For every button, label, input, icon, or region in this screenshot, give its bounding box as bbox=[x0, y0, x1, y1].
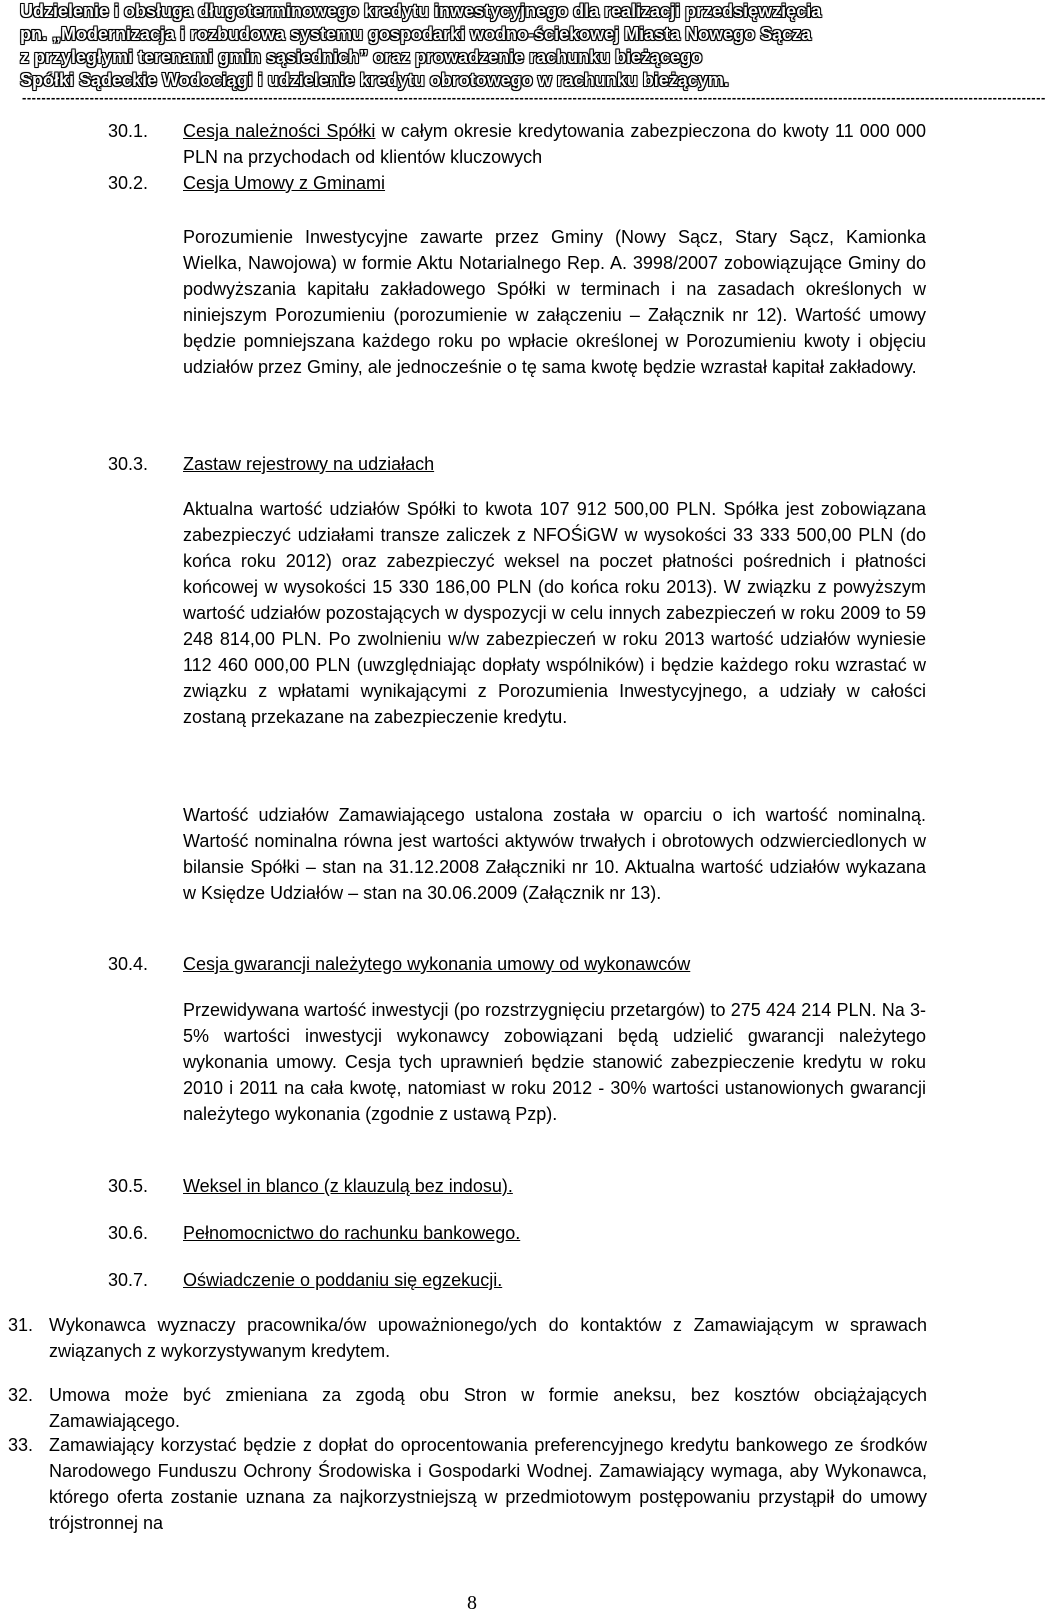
section-30-4 bbox=[183, 951, 926, 977]
section-number-33: 33. bbox=[8, 1435, 34, 1455]
section-title-30-7: Oświadczenie o poddaniu się egzekucji. bbox=[183, 1270, 503, 1290]
header-line-2: pn. „Modernizacja i rozbudowa systemu gospodarki wodno-ściekowej Miasta Nowego Sącza bbox=[20, 24, 812, 44]
section-number-30-3: 30.3. bbox=[108, 454, 149, 474]
section-text-30-1: w całym okresie kredytowania zabezpieczona do kwoty 11 000 000 PLN na przychodach od klientów kluczowych bbox=[183, 121, 926, 167]
section-30-2 bbox=[183, 170, 926, 196]
section-number-30-4: 30.4. bbox=[108, 954, 149, 974]
header-line-4: Spółki Sądeckie Wodociągi i udzielenie kredytu obrotowego w rachunku bieżącym. bbox=[20, 70, 729, 90]
section-30-1 bbox=[183, 118, 926, 170]
section-number-30-2: 30.2. bbox=[108, 173, 149, 193]
section-number-30-5: 30.5. bbox=[108, 1176, 149, 1196]
page-number: 8 bbox=[467, 1592, 477, 1614]
section-title-30-1: Cesja należności Spółki bbox=[183, 121, 376, 141]
section-30-2-paragraph: Porozumienie Inwestycyjne zawarte przez Gminy (Nowy Sącz, Stary Sącz, Kamionka Wielka, Nawojowa) w formie Aktu Notarialnego Rep. A. 3998/2007 zobowiązujące Gminy do podwyższania kapitału zakładowego Spółki w terminach i na zasadach określonych w niniejszym Porozumieniu (porozumienie w załączeniu – Załącznik nr 12). Wartość umowy będzie pomniejszana każdego roku po wpłacie określonej w Porozumieniu kwoty i objęciu udziałów przez Gminy, ale jednocześnie o tę sama kwotę będzie wzrastał kapitał zakładowy. bbox=[183, 227, 926, 377]
section-number-30-1: 30.1. bbox=[108, 121, 149, 141]
section-number-32: 32. bbox=[8, 1385, 34, 1405]
section-number-31: 31. bbox=[8, 1315, 34, 1335]
header-line-3: z przyległymi terenami gmin sąsiednich” oraz prowadzenie rachunku bieżącego bbox=[20, 47, 703, 67]
section-30-3 bbox=[183, 451, 926, 477]
header-separator: -------------------------------------------------------------------------------------------------------------------------------------------------------------------------------------------------------------------- bbox=[22, 90, 1046, 105]
header-line-1: Udzielenie i obsługa długoterminowego kredytu inwestycyjnego dla realizacji przedsięwzięcia bbox=[20, 1, 822, 21]
section-30-4-paragraph: Przewidywana wartość inwestycji (po rozstrzygnięciu przetargów) to 275 424 214 PLN. Na 3-5% wartości inwestycji wykonawcy zobowiązani będą udzielić gwarancji należytego wykonania umowy. Cesja tych uprawnień będzie stanowić zabezpieczenie kredytu w roku 2010 i 2011 na cała kwotę, natomiast w roku 2012 - 30% wartości ustanowionych gwarancji należytego wykonania (zgodnie z ustawą Pzp). bbox=[183, 1000, 926, 1124]
section-title-30-2: Cesja Umowy z Gminami bbox=[183, 173, 386, 193]
section-32-text: Umowa może być zmieniana za zgodą obu Stron w formie aneksu, bez kosztów obciążających Zamawiającego. bbox=[49, 1385, 927, 1431]
section-title-30-4: Cesja gwarancji należytego wykonania umowy od wykonawców bbox=[183, 954, 691, 974]
section-number-30-6: 30.6. bbox=[108, 1223, 149, 1243]
section-31-text: Wykonawca wyznaczy pracownika/ów upoważnionego/ych do kontaktów z Zamawiającym w sprawach związanych z wykorzystywanym kredytem. bbox=[49, 1315, 927, 1361]
section-30-3-paragraph-2: Wartość udziałów Zamawiającego ustalona została w oparciu o ich wartość nominalną. Wartość nominalna równa jest wartości aktywów trwałych i obrotowych odzwierciedlonych w bilansie Spółki – stan na 31.12.2008 Załączniki nr 10. Aktualna wartość udziałów wykazana w Księdze Udziałów – stan na 30.06.2009 (Załącznik nr 13). bbox=[183, 805, 926, 903]
section-title-30-3: Zastaw rejestrowy na udziałach bbox=[183, 454, 435, 474]
section-number-30-7: 30.7. bbox=[108, 1270, 149, 1290]
section-33-text: Zamawiający korzystać będzie z dopłat do oprocentowania preferencyjnego kredytu bankowego ze środków Narodowego Funduszu Ochrony Środowiska i Gospodarki Wodnej. Zamawiający wymaga, aby Wykonawca, którego oferta zostanie uznana za najkorzystniejszą w przedmiotowym postępowaniu przystąpił do umowy trójstronnej na bbox=[49, 1435, 927, 1533]
section-30-3-paragraph-1: Aktualna wartość udziałów Spółki to kwota 107 912 500,00 PLN. Spółka jest zobowiązana zabezpieczyć udziałami transze zaliczek z NFOŚiGW w wysokości 33 333 500,00 PLN (do końca roku 2012) oraz zabezpieczyć weksel na poczet płatności pośrednich i płatności końcowej w wysokości 15 330 186,00 PLN (do końca roku 2013). W związku z powyższym wartość udziałów pozostających w dyspozycji w celu innych zabezpieczeń w roku 2009 to 59 248 814,00 PLN. Po zwolnieniu w/w zabezpieczeń w roku 2013 wartość udziałów wyniesie 112 460 000,00 PLN (uwzględniając dopłaty wspólników) i będzie każdego roku wzrastać w związku z wpłatami wynikającymi z Porozumienia Inwestycyjnego, a udziały w całości zostaną przekazane na zabezpieczenie kredytu. bbox=[183, 499, 926, 727]
section-title-30-6: Pełnomocnictwo do rachunku bankowego. bbox=[183, 1223, 521, 1243]
section-title-30-5: Weksel in blanco (z klauzulą bez indosu). bbox=[183, 1176, 513, 1196]
